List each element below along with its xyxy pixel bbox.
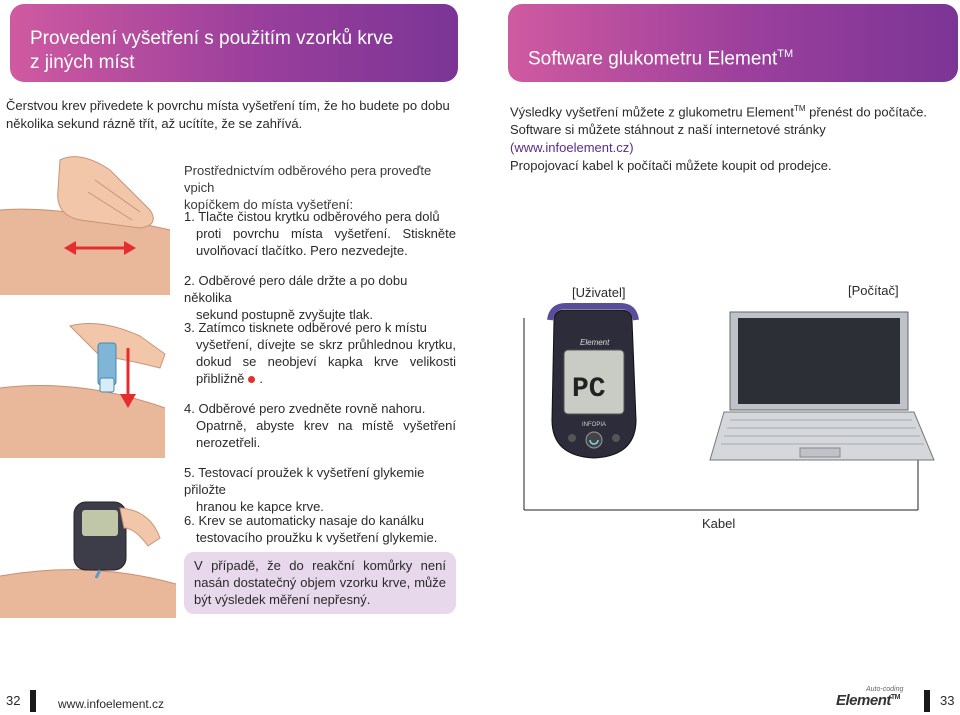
lancing-pen-illustration — [0, 318, 180, 458]
element-logo: Element™ — [836, 692, 900, 709]
user-label: [Uživatel] — [572, 285, 626, 300]
software-intro: Výsledky vyšetření můžete z glukometru Element™ přenést do počítače. Software si můžete stáhnout z naší internetové stránky (www.infoelement.cz) Propojovací kabel k počítači můžete koupit od prodejce. — [510, 100, 950, 175]
step-6: 6. Krev se automaticky nasaje do kanálku testovacího proužku k vyšetření glykemie. — [184, 513, 438, 545]
right-page-banner — [508, 4, 958, 82]
glucometer-device — [550, 306, 636, 458]
step-1: 1. Tlačte čistou krytku odběrového pera dolů proti povrchu místa vyšetření. Stiskněte uvolňovací tlačítko. Pero nezvedejte. — [184, 209, 456, 258]
meter-strip-illustration — [0, 498, 180, 618]
svg-text:Element: Element — [580, 338, 610, 347]
warning-note: V případě, že do reakční komůrky není nasán dostatečný objem vzorku krve, může být výsledek měření nepřesný. — [184, 552, 456, 614]
cable-label: Kabel — [702, 516, 736, 531]
step-4: 4. Odběrové pero zvedněte rovně nahoru. Opatrně, abyste krev na místě vyšetření nerozetřeli. — [184, 401, 456, 450]
pc-label: [Počítač] — [848, 283, 899, 298]
right-page-title: Software glukometru Element™ — [528, 48, 794, 70]
left-intro: Čerstvou krev přivedete k povrchu místa vyšetření tím, že ho budete po dobu několika sekund rázně třít, až ucítíte, že se zahřívá. — [6, 98, 450, 131]
page-number-right: 33 — [940, 693, 955, 708]
footer-website: www.infoelement.cz — [58, 697, 165, 711]
blood-drop-icon — [248, 376, 255, 383]
logo-tagline: Auto-coding — [866, 686, 904, 693]
step-5: 5. Testovací proužek k vyšetření glykemie přiložte hranou ke kapce krve. — [184, 465, 425, 514]
left-page-title: Provedení vyšetření s použitím vzorků krve z jiných míst — [30, 28, 394, 73]
power-button-icon — [586, 432, 602, 448]
footer-bar-right — [924, 690, 930, 712]
laptop-computer — [710, 312, 934, 460]
step-2: 2. Odběrové pero dále držte a po dobu několika sekund postupně zvyšujte tlak. — [184, 273, 408, 322]
meter-display-text: PC — [572, 374, 606, 405]
forearm-rub-illustration — [0, 150, 180, 295]
step-3: 3. Zatímco tisknete odběrové pero k místu vyšetření, dívejte se skrz průhlednou krytku, dokud se neobjeví kapka krve velikosti přibližně . — [184, 320, 456, 386]
website-link[interactable]: (www.infoelement.cz) — [510, 140, 634, 156]
left-page-banner — [10, 4, 458, 82]
footer-bar-left — [30, 690, 36, 712]
svg-text:INFOPIA: INFOPIA — [582, 422, 607, 428]
lancing-subtitle: Prostřednictvím odběrového pera proveďte vpich kopíčkem do místa vyšetření: — [184, 163, 432, 212]
page-number-left: 32 — [6, 693, 21, 708]
connection-diagram — [520, 300, 950, 530]
